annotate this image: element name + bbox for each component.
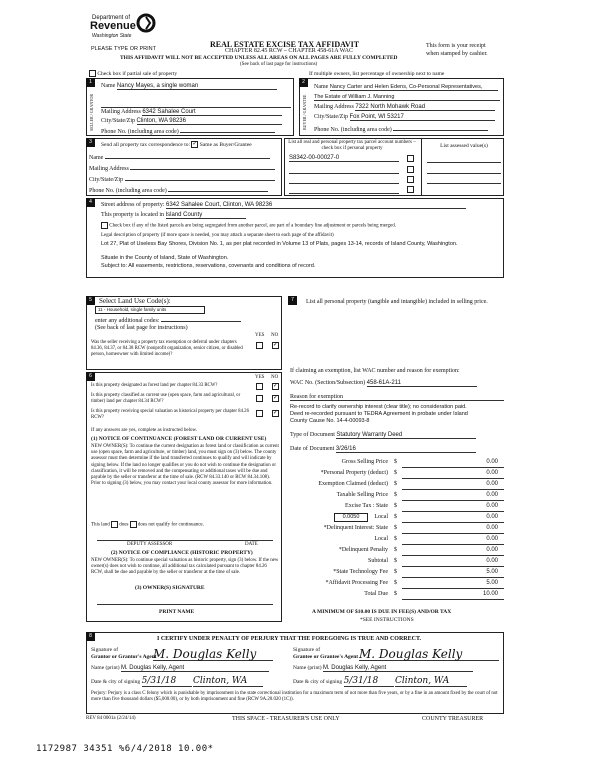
section-4-property: [86, 198, 504, 278]
s6-q3-no-checkbox[interactable]: ✓: [273, 410, 279, 416]
fee-row: [294, 480, 504, 491]
section-7-number: 7: [288, 296, 297, 305]
partial-sale-row: [89, 70, 177, 77]
parcel-3-personal-checkbox[interactable]: [407, 176, 414, 183]
fee-table: [294, 458, 504, 608]
section-2-buyer: [299, 78, 504, 136]
land-use-select[interactable]: 11 - Household, single family units: [95, 306, 205, 314]
corr-phone-field[interactable]: [168, 186, 268, 192]
fee-row: [294, 458, 504, 469]
fee-row: [294, 524, 504, 535]
doc-type-field[interactable]: Statutory Warranty Deed: [336, 432, 476, 439]
fee-label: *State Technology Fee: [333, 569, 388, 575]
corr-city-field[interactable]: [125, 175, 275, 181]
seller-phone-field[interactable]: [180, 127, 275, 133]
partial-sale-label: Check box if partial sale of property: [97, 70, 178, 77]
section-1-number: 1: [86, 78, 95, 87]
fee-value[interactable]: 0.00: [486, 459, 498, 465]
section-3-tax-correspondence: [86, 138, 282, 196]
segregated-checkbox[interactable]: [101, 222, 108, 229]
fee-label: Subtotal: [367, 558, 388, 564]
grantee-sig-label-1: Signature of: [293, 647, 321, 653]
grantee-date-field[interactable]: 5/31/18: [344, 676, 394, 687]
section-6-forest-historic: [86, 372, 282, 622]
s5-yes-checkbox[interactable]: [256, 342, 263, 349]
grantee-sig-label-2: Grantee or Grantee's Agent: [293, 654, 359, 660]
parcel-table: [284, 138, 504, 196]
wac-field[interactable]: 458-61A-211: [367, 380, 477, 387]
fee-dollar: $: [394, 536, 397, 542]
fee-row: [294, 513, 504, 524]
same-as-buyer-checkbox[interactable]: ✓: [192, 141, 198, 147]
corr-mailing-field[interactable]: [130, 164, 275, 170]
s6-q1-yes-checkbox[interactable]: [256, 383, 263, 390]
s6-no-header: NO: [271, 375, 279, 380]
owner-signature-line[interactable]: [97, 595, 273, 605]
fee-dollar: $: [394, 470, 397, 476]
please-type: PLEASE TYPE OR PRINT: [91, 46, 157, 52]
segregated-label: Check box if any of the listed parcels are being segregated from another parcel, are part of a boundary line adjustment or parcels being merged.: [109, 223, 396, 229]
notice2-title: (2) NOTICE OF COMPLIANCE (HISTORIC PROPERTY): [111, 550, 253, 556]
fee-dollar: $: [394, 459, 397, 465]
fee-dollar: $: [394, 580, 397, 586]
fee-label: Taxable Selling Price: [336, 492, 388, 498]
buyer-phone-label: Phone No. (including area code): [314, 127, 392, 133]
fee-value[interactable]: 5.00: [486, 569, 498, 575]
s6-if-any: If any answers are yes, complete as instructed below.: [91, 428, 198, 433]
corr-phone-label: Phone No. (including area code): [89, 188, 167, 194]
s6-q1-no-checkbox[interactable]: ✓: [273, 383, 279, 389]
print-name-label: PRINT NAME: [159, 609, 195, 615]
seller-mailing-field[interactable]: 6342 Sahalee Court: [142, 109, 282, 116]
fee-row: [294, 469, 504, 480]
s6-q1: Is this property designated as forest land per chapter 84.33 RCW?: [91, 383, 218, 388]
county-treasurer: COUNTY TREASURER: [422, 716, 484, 722]
street-label: Street address of property:: [101, 202, 165, 208]
does-not-checkbox[interactable]: [130, 521, 137, 528]
dor-logo: [88, 12, 158, 46]
s5-no-checkbox[interactable]: ✓: [273, 342, 279, 348]
grantee-name-field[interactable]: M. Douglas Kelly, Agent: [323, 665, 473, 672]
grantor-city-field[interactable]: Clinton, WA: [193, 676, 263, 687]
form-revision: REV 84 0001a (2/24/14): [86, 716, 136, 721]
fee-value[interactable]: 0.00: [486, 470, 498, 476]
fee-dollar: $: [394, 492, 397, 498]
located-label: This property is located in: [101, 212, 164, 218]
street-field[interactable]: 6342 Sahalee Court, Clinton, WA 98236: [166, 202, 466, 209]
partial-sale-checkbox[interactable]: [89, 70, 96, 77]
located-field[interactable]: Island County: [166, 212, 246, 219]
fee-dollar: $: [394, 525, 397, 531]
section-1-seller: [86, 78, 294, 136]
treasurer-stamp: 1172987 34351 %6/4/2018 10.00*: [36, 744, 214, 754]
fee-label: Excise Tax : State: [345, 503, 388, 509]
minimum-note: A MINIMUM OF $10.00 IS DUE IN FEE(S) AND/OR TAX: [312, 609, 452, 615]
doc-type-label: Type of Document: [290, 432, 335, 438]
fee-row: [294, 557, 504, 568]
receipt-note-1: This form is your receipt: [426, 43, 486, 49]
buyer-mailing-field[interactable]: 7322 North Mohawk Road: [355, 104, 495, 111]
section-8-number: 8: [86, 632, 95, 641]
parcel-number-1[interactable]: S8342-00-00027-0: [289, 155, 399, 162]
assessed-value-1[interactable]: [427, 155, 501, 163]
reason-label: Reason for exemption: [290, 394, 504, 401]
section-5-land-use: [86, 296, 282, 370]
s6-q3-yes-checkbox[interactable]: [256, 410, 263, 417]
fee-row: [294, 579, 504, 590]
assessed-value-2[interactable]: [427, 166, 501, 174]
grantor-name-field[interactable]: M. Douglas Kelly, Agent: [121, 665, 269, 672]
assessed-header: List assessed value(s): [440, 143, 488, 149]
parcel-number-4[interactable]: [289, 186, 399, 194]
s5-question: Was the seller receiving a property tax exemption or deferral under chapters 84.36, 84.37, or 84.38 RCW (nonprofit organization, senior citizen, or disabled person, homeowner with limited income)?: [91, 340, 243, 357]
deputy-assessor-line[interactable]: [97, 533, 273, 541]
does-not-label: does not: [137, 522, 155, 528]
form-title: REAL ESTATE EXCISE TAX AFFIDAVIT: [210, 40, 360, 49]
fee-label: Gross Selling Price: [341, 459, 388, 465]
fee-label: *Delinquent Penalty: [338, 547, 388, 553]
state-rate-field[interactable]: 0.0050: [334, 513, 368, 522]
section-7-personal-property: [288, 296, 504, 356]
parcel-number-2[interactable]: [289, 166, 399, 174]
buyer-name-field-2[interactable]: The Estate of William J. Manning: [314, 94, 500, 101]
grantor-date-field[interactable]: 5/31/18: [142, 676, 192, 687]
does-checkbox[interactable]: [111, 521, 118, 528]
section-2-number: 2: [299, 78, 308, 87]
reason-line-1[interactable]: Re-record to clarify ownership interest (clear title); no consideration paid.: [290, 404, 467, 410]
multiple-owners-note: If multiple owners, list percentage of ownership next to name: [309, 71, 445, 77]
owner-signature-label: (3) OWNER(S) SIGNATURE: [135, 585, 205, 591]
reason-line-3[interactable]: County Cause No. 14-4-00093-8: [290, 418, 370, 424]
section-6-number: 6: [86, 372, 95, 381]
fee-dollar: $: [394, 514, 397, 520]
section-4-number: 4: [86, 198, 95, 207]
fee-value[interactable]: 0.00: [486, 525, 498, 531]
see-back-header: (See back of last page for instructions): [240, 62, 318, 67]
fee-dollar: $: [394, 481, 397, 487]
form-warning: THIS AFFIDAVIT WILL NOT BE ACCEPTED UNLESS ALL AREAS ON ALL PAGES ARE FULLY COMPLETED: [120, 55, 398, 61]
s6-q2-yes-checkbox[interactable]: [256, 395, 263, 402]
fee-value[interactable]: 0.00: [486, 481, 498, 487]
seller-side-label: SELLER / GRANTOR: [89, 93, 94, 131]
form-chapter: CHAPTER 82.45 RCW – CHAPTER 458-61A WAC: [225, 48, 353, 54]
fee-dollar: $: [394, 503, 397, 509]
s6-q3: Is this property receiving special valuation as historical property per chapter 84.26 RCW?: [91, 409, 249, 420]
s6-yes-header: YES: [255, 375, 265, 380]
seller-phone-label: Phone No. (including area code): [101, 129, 179, 135]
buyer-mailing-label: Mailing Address: [314, 104, 354, 110]
fee-row: [294, 590, 504, 601]
deputy-assessor-label: DEPUTY ASSESSOR: [127, 542, 173, 547]
wa-state: Washington State: [92, 33, 132, 39]
buyer-side-label: BUYER / GRANTEE: [302, 94, 307, 130]
fee-value[interactable]: 10.00: [482, 591, 498, 597]
fee-label: *Personal Property (deduct): [320, 470, 388, 476]
fee-value[interactable]: 0.00: [486, 547, 498, 553]
same-as-buyer-label: Same as Buyer/Grantee: [199, 141, 252, 148]
exemption-label: If claiming an exemption, list WAC number and reason for exemption:: [290, 368, 460, 374]
parcel-2-personal-checkbox[interactable]: [407, 166, 414, 173]
dept-of: Department of: [92, 15, 131, 21]
fee-value[interactable]: 0.00: [486, 514, 498, 520]
fee-label: *Delinquent Interest: State: [323, 525, 388, 531]
grantee-city-field[interactable]: Clinton, WA: [395, 676, 467, 687]
grantee-name-label: Name (print): [293, 665, 322, 671]
wac-label: WAC No. (Section/Subsection): [290, 380, 366, 386]
section-8-certification: [86, 632, 504, 714]
grantor-sig-label-1: Signature of: [91, 647, 119, 653]
grantor-signature[interactable]: M. Douglas Kelly: [153, 647, 273, 661]
notice1-text: NEW OWNER(S): To continue the current designation as forest land or classification as current use (open space, farm and agriculture, or timber) land, you must sign on (3) below. The county assessor must then determine if the land transferred continues to qualify and will indicate by signing below. If the land no longer qualifies or you do not wish to continue the designation or classification, it will be removed and the compensating or additional taxes will be due and payable by the seller or transferor at the time of sale. (RCW 84.33.140 or RCW 84.34.108). Prior to signing (3) below, you may contact your local county assessor for more information.: [91, 444, 279, 487]
treasurer-use: THIS SPACE - TREASURER'S USE ONLY: [232, 716, 340, 722]
seller-mailing-label: Mailing Address: [101, 109, 141, 115]
additional-codes-field[interactable]: [161, 316, 241, 322]
section-5-number: 5: [86, 296, 95, 305]
seller-name-label: Name: [101, 83, 116, 89]
s6-q2-no-checkbox[interactable]: ✓: [273, 395, 279, 401]
corr-mailing-label: Mailing Address: [89, 166, 129, 172]
corr-name-label: Name: [89, 155, 104, 161]
deputy-date-label: DATE: [245, 542, 258, 547]
parcel-1-personal-checkbox[interactable]: [407, 155, 414, 162]
land-does-label: This land: [91, 522, 110, 528]
certify-statement: I CERTIFY UNDER PENALTY OF PERJURY THAT THE FOREGOING IS TRUE AND CORRECT.: [157, 636, 422, 642]
fee-value[interactable]: 5.00: [486, 580, 498, 586]
fee-dollar: $: [394, 591, 397, 597]
notice1-title: (1) NOTICE OF CONTINUANCE (FOREST LAND OR CURRENT USE): [91, 436, 267, 442]
fee-value[interactable]: 0.00: [486, 492, 498, 498]
fee-row: [294, 535, 504, 546]
parcel-header: List all real and personal property tax parcel account numbers – check box if personal property: [288, 140, 416, 151]
parcel-4-personal-checkbox[interactable]: [407, 186, 414, 193]
send-correspondence-label: Send all property tax correspondence to:: [101, 141, 191, 148]
legal-label: Legal description of property (if more space is needed, you may attach a separate sheet to each page of the affidavit): [101, 233, 334, 238]
legal-line-2[interactable]: Situate in the County of Island, State of Washington.: [101, 255, 229, 261]
land-use-label: Select Land Use Code(s):: [99, 297, 171, 305]
fee-row: [294, 568, 504, 579]
s5-yes-header: YES: [255, 333, 265, 338]
revenue-word: Revenue: [90, 20, 136, 32]
receipt-note-2: when stamped by cashier.: [426, 51, 488, 57]
buyer-city-label: City/State/Zip: [314, 114, 348, 120]
seller-city-field[interactable]: Clinton, WA 98236: [137, 118, 282, 125]
section-3-number: 3: [86, 138, 95, 147]
seller-name-line-2[interactable]: [101, 100, 291, 108]
fee-dollar: $: [394, 547, 397, 553]
grantee-date-city-label: Date & city of signing: [293, 679, 343, 685]
does-label: does: [119, 522, 129, 528]
fee-label: Local: [374, 514, 388, 520]
legal-line-3[interactable]: Subject to: All easements, restrictions, reservations, covenants and conditions of record.: [101, 263, 316, 269]
grantee-signature[interactable]: M. Douglas Kelly: [359, 647, 499, 661]
fee-row: [294, 502, 504, 513]
notice2-text: NEW OWNER(S): To continue special valuation as historic property, sign (3) below. If the new owner(s) does not wish to continue, all additional tax calculated pursuant to chapter 84.26 RCW, shall be due and payable by the seller or transferor at the time of sale.: [91, 558, 279, 576]
fee-row: [294, 546, 504, 557]
seller-name-field[interactable]: Nancy Mayes, a single woman: [117, 83, 277, 90]
additional-codes-label: enter any additional codes:: [95, 318, 160, 324]
parcel-number-3[interactable]: [289, 176, 399, 184]
logo-swirl-icon: [136, 13, 156, 33]
fee-dollar: $: [394, 569, 397, 575]
fee-value[interactable]: 0.00: [486, 558, 498, 564]
fee-row: [294, 491, 504, 502]
fee-label: Total Due: [364, 591, 388, 597]
s6-q2: Is this property classified as current use (open space, farm and agricultural, or timber) land per chapter 84.34 RCW?: [91, 393, 241, 404]
legal-line-1[interactable]: Lot 27, Plat of Useless Bay Shores, Division No. 1, as per plat recorded in Volume 13 of Plats, pages 13-14, records of Island County, Washington.: [101, 241, 458, 247]
fee-label: Exemption Claimed (deduct): [318, 481, 388, 487]
corr-city-label: City/State/Zip: [89, 177, 123, 183]
s5-no-header: NO: [271, 333, 279, 338]
perjury-note: Perjury: Perjury is a class C felony which is punishable by imprisonment in the state correctional institution for a maximum term of not more than five years, or by a fine in an amount fixed by the court of not more than five thousand dollars ($5,000.00), or by both imprisonment and fine (RCW 9A.20.020 (1C)).: [91, 691, 498, 702]
fee-value[interactable]: 0.00: [486, 536, 498, 542]
list-personal-label: List all personal property (tangible and intangible) included in selling price.: [306, 299, 488, 305]
seller-city-label: City/State/Zip: [101, 118, 135, 124]
fee-label: Local: [374, 536, 388, 542]
buyer-name-field[interactable]: Nancy Carter and Helen Edens, Co-Personal Representatives,: [330, 84, 498, 91]
grantor-sig-label-2: Grantor or Grantor's Agent: [91, 654, 157, 660]
buyer-phone-field[interactable]: [393, 125, 488, 131]
see-instructions: *SEE INSTRUCTIONS: [360, 617, 414, 623]
reason-line-2[interactable]: Deed re-recorded pursuant to TEDRA Agreement in probate under Island: [290, 411, 468, 417]
fee-label: *Affidavit Processing Fee: [325, 580, 388, 586]
grantor-date-city-label: Date & city of signing: [91, 679, 141, 685]
fee-value[interactable]: 0.00: [486, 503, 498, 509]
grantor-name-label: Name (print): [91, 665, 120, 671]
fee-dollar: $: [394, 558, 397, 564]
assessed-value-3[interactable]: [427, 176, 501, 184]
doc-date-field[interactable]: 3/26/16: [336, 446, 476, 453]
buyer-city-field[interactable]: Fox Point, WI 53217: [350, 114, 495, 121]
corr-name-field[interactable]: [105, 153, 270, 159]
parcel-divider: [421, 139, 422, 195]
doc-date-label: Date of Document: [290, 446, 335, 452]
buyer-name-label: Name: [314, 84, 329, 90]
land-use-see-back: (See back of last page for instructions): [95, 325, 188, 331]
qualify-label: qualify for continuance.: [155, 522, 204, 528]
